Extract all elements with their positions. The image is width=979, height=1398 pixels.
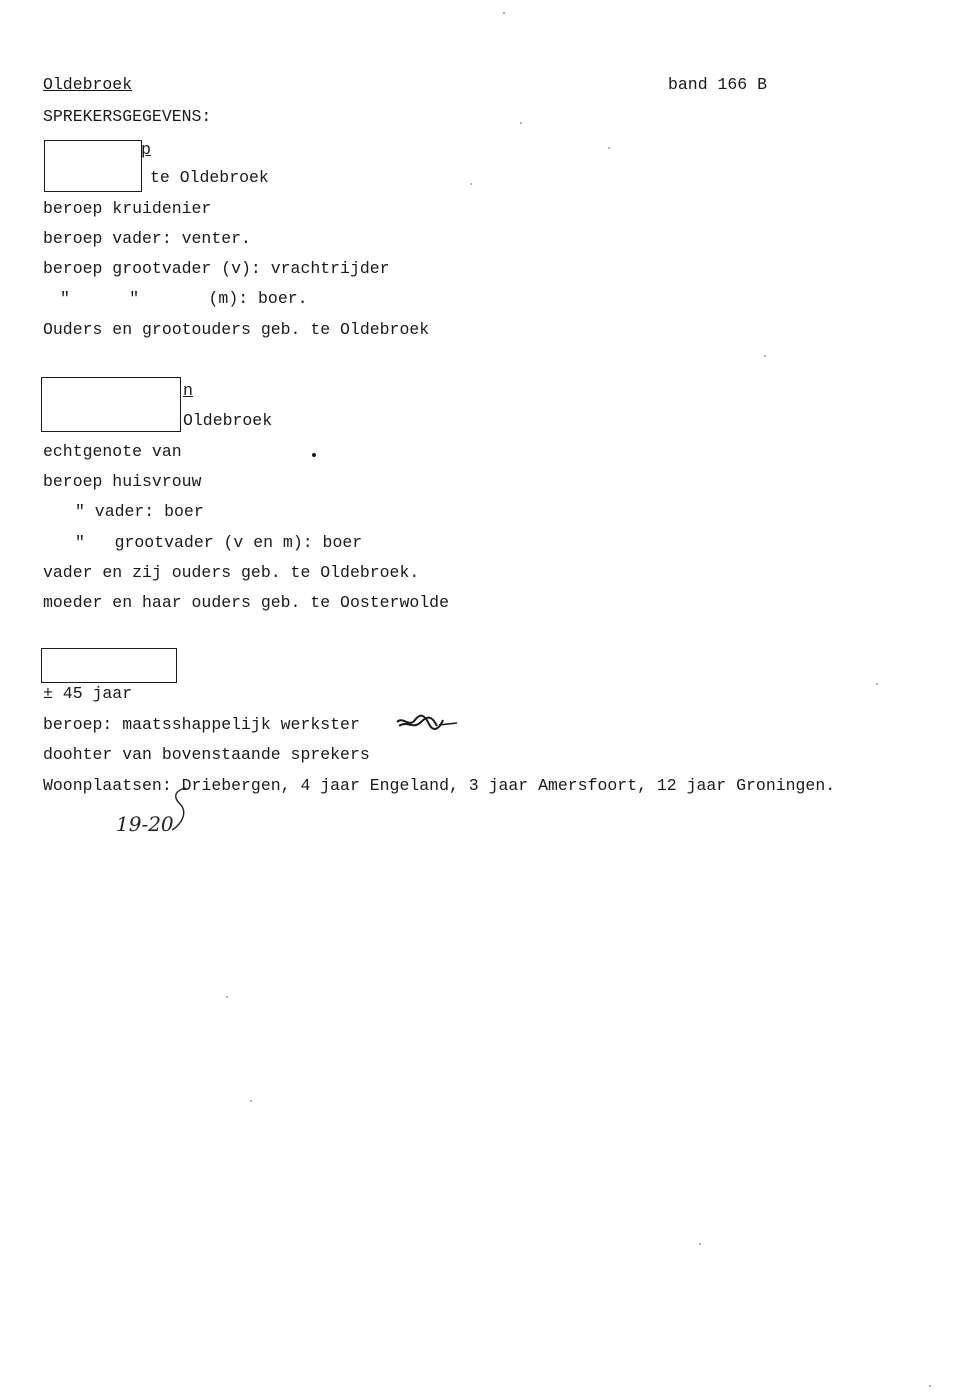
- speaker1-birthplace: te Oldebroek: [150, 168, 269, 187]
- speaker3-occupation: beroep: maatsshappelijk werkster: [43, 715, 360, 734]
- scan-speck: [520, 122, 522, 124]
- speaker2-line: echtgenote van: [43, 442, 182, 461]
- speaker1-line: beroep kruidenier: [43, 199, 212, 218]
- section-title: SPREKERSGEGEVENS:: [43, 107, 212, 126]
- speaker1-line: Ouders en grootouders geb. te Oldebroek: [43, 320, 430, 339]
- redaction-box-speaker2: [41, 377, 181, 432]
- speaker1-line: beroep vader: venter.: [43, 229, 251, 248]
- scan-speck: [503, 12, 505, 14]
- speaker2-line: " vader: boer: [75, 502, 204, 521]
- speaker3-relation: doohter van bovenstaande sprekers: [43, 745, 370, 764]
- speaker1-line: " " (m): boer.: [60, 289, 308, 308]
- speaker1-name-fragment: p: [141, 140, 151, 159]
- speaker3-residences: Woonplaatsen: Driebergen, 4 jaar Engeland, 3 jaar Amersfoort, 12 jaar Groningen.: [43, 776, 836, 795]
- crossed-out-scribble: [395, 714, 459, 734]
- scan-speck: [699, 1243, 701, 1245]
- scan-speck: [764, 355, 766, 357]
- scan-speck: [470, 183, 472, 185]
- place-heading: Oldebroek: [43, 75, 133, 94]
- handwritten-note: 19-20: [116, 812, 174, 836]
- redaction-box-speaker1: [44, 140, 142, 192]
- scan-speck: [608, 147, 610, 149]
- speaker2-line: moeder en haar ouders geb. te Oosterwolde: [43, 593, 449, 612]
- speaker2-line: " grootvader (v en m): boer: [75, 533, 363, 552]
- redaction-box-speaker3: [41, 648, 177, 683]
- speaker3-age: ± 45 jaar: [43, 684, 133, 703]
- scan-speck: [876, 683, 878, 685]
- stray-dot: [312, 453, 316, 457]
- scan-speck: [929, 1385, 931, 1387]
- speaker2-birthplace: Oldebroek: [183, 411, 273, 430]
- band-label: band 166 B: [668, 75, 768, 94]
- speaker2-name-fragment: n: [183, 381, 193, 400]
- speaker2-line: beroep huisvrouw: [43, 472, 202, 491]
- speaker2-line: vader en zij ouders geb. te Oldebroek.: [43, 563, 420, 582]
- scan-speck: [226, 996, 228, 998]
- scan-speck: [250, 1100, 252, 1102]
- speaker1-line: beroep grootvader (v): vrachtrijder: [43, 259, 390, 278]
